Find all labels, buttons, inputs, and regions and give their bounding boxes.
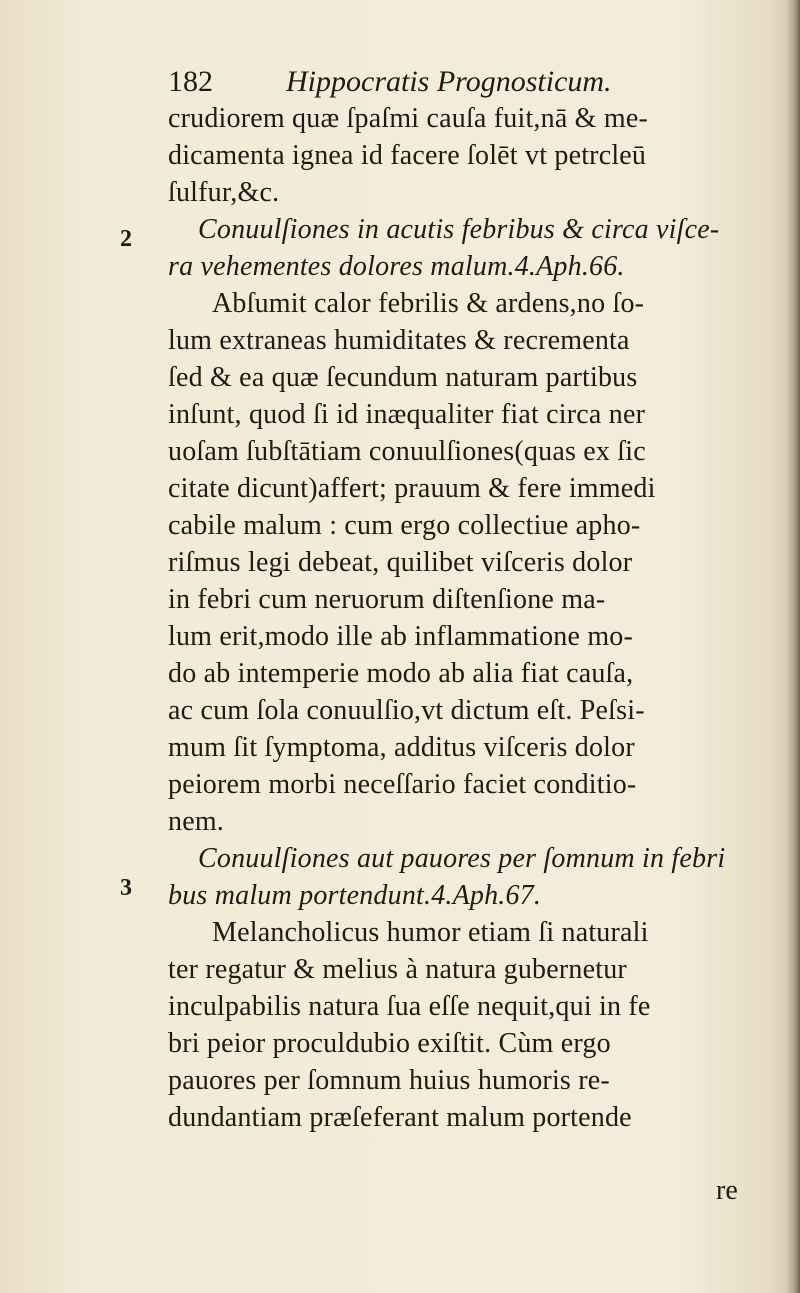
text-line: dicamenta ignea id facere ſolēt vt petrcleū bbox=[168, 140, 647, 171]
text-line: do ab intemperie modo ab alia fiat cauſa, bbox=[168, 658, 634, 689]
text-line: lum erit,modo ille ab inflammatione mo- bbox=[168, 621, 634, 652]
text-line: peiorem morbi neceſſario faciet conditio- bbox=[168, 769, 637, 800]
running-header bbox=[168, 62, 748, 102]
text-line: Melancholicus humor etiam ſi naturali bbox=[212, 917, 649, 948]
text-line: uoſam ſubſtātiam conuulſiones(quas ex ſic bbox=[168, 436, 646, 467]
text-line: inculpabilis natura ſua eſſe nequit,qui in fe bbox=[168, 991, 651, 1022]
margin-marker-3: 3 bbox=[120, 875, 132, 901]
text-line: bri peior proculdubio exiſtit. Cùm ergo bbox=[168, 1028, 611, 1059]
text-line: in febri cum neruorum diſtenſione ma- bbox=[168, 584, 606, 615]
catchword: re bbox=[716, 1175, 738, 1206]
text-line: Conuulſiones aut pauores per ſomnum in febri bbox=[198, 843, 726, 874]
text-line: Abſumit calor febrilis & ardens,no ſo- bbox=[212, 288, 645, 319]
text-line: inſunt, quod ſi id inæqualiter fiat circa ner bbox=[168, 399, 646, 430]
page-edge-shadow bbox=[786, 0, 800, 1293]
text-line: ſulfur,&c. bbox=[168, 177, 280, 208]
running-title: Hippocratis Prognosticum. bbox=[286, 65, 612, 98]
text-line: ter regatur & melius à natura gubernetur bbox=[168, 954, 627, 985]
text-line: mum ſit ſymptoma, additus viſceris dolor bbox=[168, 732, 635, 763]
text-line: lum extraneas humiditates & recrementa bbox=[168, 325, 630, 356]
text-line: ac cum ſola conuulſio,vt dictum eſt. Peſsi- bbox=[168, 695, 645, 726]
page-number: 182 bbox=[168, 65, 213, 98]
margin-marker-2: 2 bbox=[120, 226, 132, 252]
text-line: nem. bbox=[168, 806, 225, 837]
text-line: ſed & ea quæ ſecundum naturam partibus bbox=[168, 362, 638, 393]
text-line: crudiorem quæ ſpaſmi cauſa fuit,nā & me- bbox=[168, 103, 648, 134]
text-line: dundantiam præſeferant malum portende bbox=[168, 1102, 632, 1133]
text-line: pauores per ſomnum huius humoris re- bbox=[168, 1065, 610, 1096]
text-line: bus malum portendunt.4.Aph.67. bbox=[168, 880, 542, 911]
text-line: riſmus legi debeat, quilibet viſceris dolor bbox=[168, 547, 633, 578]
text-line: cabile malum : cum ergo collectiue apho- bbox=[168, 510, 641, 541]
body-text bbox=[168, 100, 768, 1136]
text-line: ra vehementes dolores malum.4.Aph.66. bbox=[168, 251, 625, 282]
text-line: citate dicunt)affert; prauum & fere immedi bbox=[168, 473, 656, 504]
text-line: Conuulſiones in acutis febribus & circa viſce- bbox=[198, 214, 720, 245]
